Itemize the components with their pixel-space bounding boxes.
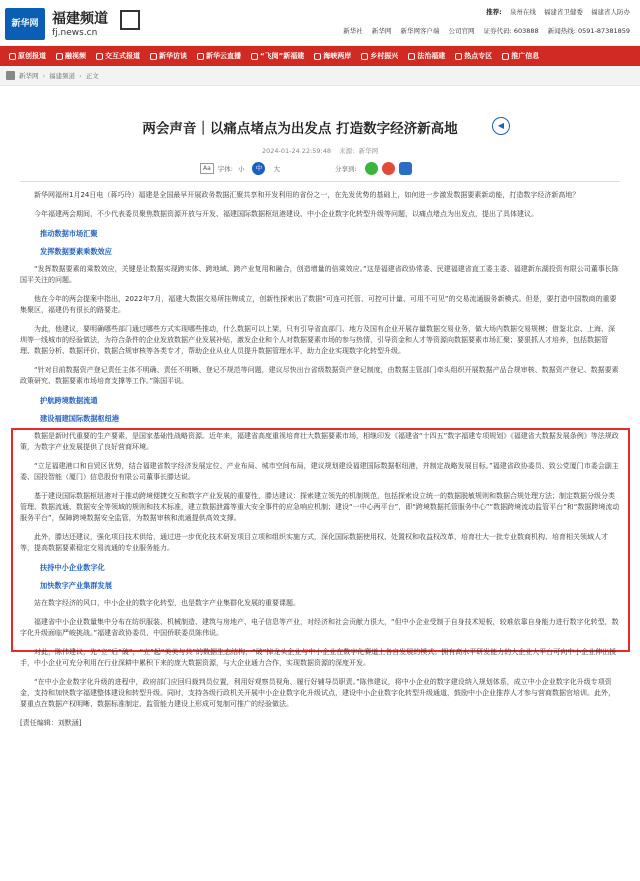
nav-item[interactable]: 热点专区 (450, 46, 497, 66)
site-header (0, 0, 640, 46)
article-paragraph: “在中小企业数字化升级的进程中，政府部门应回归裁判员位置，利用好观察员视角、履行好辅导员职责。”陈伟建议，将中小企业的数字建设纳入规划体系，成立中小企业数字化升级专项资金，支持和加快数字福建整体建设和转型升级。同时，支持各级行政机关开展中小企业数字化升级试点，建设中小企业数字化转型升级通道，鼓励中小企业推荐人才参与营商数据官培训。此外，要重点在数据产权明晰、数据标准制定、监管能力建设上形成可复制可推广的经验做法。 (20, 678, 615, 708)
site-title[interactable]: 福建频道 (52, 11, 108, 27)
nav-item[interactable]: 新华云直播 (192, 46, 246, 66)
article-paragraph: “发挥数据要素的乘数效应，关键是让数据实现跨实体、跨地域、跨产业复用和融合，创造增量的倍乘效应。”这是福建省政协常委、民建福建省直工委主委、福建新东湖投资有限公司董事长陈国平关注的问题。 (20, 265, 619, 284)
nav-item[interactable]: 原创报道 (4, 46, 51, 66)
section-heading: 扶持中小企业数字化 (40, 563, 105, 572)
recommend-link[interactable]: 泉州在线 (509, 8, 536, 16)
nav-item[interactable]: 乡村振兴 (356, 46, 403, 66)
channel-nav (0, 46, 640, 66)
quick-link[interactable]: 新华网 (371, 27, 392, 35)
nav-item-icon (314, 53, 321, 60)
font-size-medium[interactable]: 中 (252, 162, 265, 175)
title-divider (20, 181, 620, 182)
nav-item-icon (502, 53, 509, 60)
editor-credit: [责任编辑：刘默涵] (20, 719, 82, 727)
breadcrumb-separator: › (79, 71, 82, 80)
recommend-link[interactable]: 福建省卫健委 (543, 8, 583, 16)
article-paragraph: 福建省中小企业数量集中分布在纺织服装、机械制造、建筑与房地产、电子信息等产业，对经济和社会贡献力很大，“但中小企业受制于自身技术短板，较难依靠自身能力进行数字化转型，数字化升级面临严峻挑战。”福建省政协委员、中国侨联委员陈伟说。 (20, 618, 619, 637)
nav-item-icon (361, 53, 368, 60)
font-size-large[interactable]: 大 (273, 164, 280, 173)
nav-item-icon (455, 53, 462, 60)
nav-item-icon (96, 53, 103, 60)
article-paragraph: 此外，滕达还建议，强化项目技术供给，通过进一步优化技术研发项目立项和组织实施方式，深化国际数据使用权、处置权和收益权改革，培育壮大一批专业数商机构、培育相关领域人才等，提高数据要素稳定交易流通的专业服务能力。 (20, 533, 608, 552)
xinhua-logo[interactable]: 新华网 (5, 8, 45, 40)
section-heading: 推动数据市场汇聚 (40, 229, 98, 238)
nav-item[interactable]: 交互式报道 (91, 46, 145, 66)
nav-item-icon (197, 53, 204, 60)
weibo-share-icon[interactable] (382, 162, 395, 175)
audio-play-icon[interactable]: ◀ (492, 117, 510, 135)
quick-link[interactable]: 新华网客户端 (400, 27, 440, 35)
article-paragraph: 站在数字经济的风口，中小企业的数字化转型，也是数字产业集群化发展的重要课题。 (34, 599, 300, 607)
nav-item-icon (251, 53, 258, 60)
section-heading: 建设福建国际数据枢纽港 (40, 414, 120, 423)
stock-code: 证券代码: 603888 (483, 27, 539, 35)
nav-item[interactable]: 新华访谈 (145, 46, 192, 66)
nav-item-icon (9, 53, 16, 60)
nav-item[interactable]: 推广信息 (497, 46, 544, 66)
nav-item[interactable]: 法治福建 (403, 46, 450, 66)
breadcrumb-link[interactable]: 福建频道 (49, 72, 76, 80)
nav-item[interactable]: 融视频 (51, 46, 91, 66)
article-paragraph: “立足福建港口和自贸区优势，结合福建省数字经济发展定位、产业布局、城市空间布局，建议规划建设福建国际数据枢纽港，并制定战略发展目标。”福建省政协委员、致公党厦门市委会副主委、国投智能（厦门）信息股份有限公司董事长滕达说。 (20, 462, 619, 481)
article-paragraph: 基于建设国际数据枢纽港对于推动跨境便捷交互和数字产业发展的重要性，滕达建议：探索建立领先的机制规范，包括探索设立统一的数据脱敏规则和数据合规处理方法；制定数据分级分类管理、数据流通、数据安全等领域的规则和技术标准，建立数据泄露等重大安全事件的应急响应机制；建设“一中心两平台”，即“跨境数据托管服务中心”“数据跨境流动监管平台”和“数据跨境流动服务平台”，保障跨境数据安全监管，为数据审核和流通提供高效支撑。 (20, 492, 620, 522)
article-meta (0, 146, 640, 155)
recommend-label: 推荐: (486, 8, 502, 16)
nav-item-icon (56, 53, 63, 60)
breadcrumb-separator: › (42, 71, 46, 80)
quick-link[interactable]: 公司官网 (448, 27, 475, 35)
site-url: fj.news.cn (52, 28, 98, 38)
news-hotline: 新闻热线: 0591-87381859 (547, 27, 630, 35)
article-paragraph: “针对目前数据资产登记责任主体不明确、责任不明晰、登记不规范等问题，建议尽快出台省级数据资产登记制度，由数据主管部门牵头组织开展数据产品合规审核、数据资产登记、数据要素政策研究、数据要素市场培育支撑等工作。”陈国平说。 (20, 366, 619, 385)
font-size-label: 字体: (217, 164, 233, 173)
article-date: 2024-01-24 22:59:48 (261, 147, 331, 155)
share-label: 分享到: (334, 164, 357, 173)
breadcrumb-current: 正文 (85, 72, 99, 80)
article-paragraph: 对此，陈伟建议，先“立”后“破”，“立”起“美美与共”的数据生态结构，“破”掉龙头企业与中小企业在数字化赛道上各自发展的模式。拥有高水平研发能力的大企业大平台可向中小企业伸出援手，中小企业可充分利用在行业深耕中累积下来的庞大数据资源，与大企业通力合作，实现数据资源的深度开发。 (20, 648, 617, 667)
article-source: 来源：新华网 (339, 147, 379, 155)
font-size-small[interactable]: 小 (237, 164, 245, 173)
quick-links (336, 26, 630, 35)
article-paragraph: 为此，他建议，要明确哪些部门通过哪些方式实现哪些推动，什么数据可以上架，只有引导省直部门、地方及国有企业开展存量数据交易业务，做大场内数据交易规模；借鉴北京、上海、深圳等一线城市的经验做法，为符合条件的企业发放数据产业发展补贴，激发企业和个人对数据要素市场的参与热情，引导资金和人才等资源向数据要素市场汇聚；要狠抓人才培养，包括数据管理、数据分析、数据评价、数据合规审核等各类专才，帮助企业从业人员提升数据管理水平，助力企业实现数字化转型升级。 (20, 325, 615, 355)
recommend-links (486, 7, 630, 16)
nav-item-icon (408, 53, 415, 60)
recommend-link[interactable]: 福建省人防办 (591, 8, 630, 16)
home-icon[interactable] (6, 71, 15, 80)
nav-item[interactable]: “飞阅”新福建 (246, 46, 309, 66)
article-paragraph: 他在今年的两会提案中指出，2022年7月，福建大数据交易所挂牌成立，创新性探索出了数据“可连可托管、可控可计量、可用不可见”的交易流通服务新模式。但是，要打造中国数商的重要集聚区，福建仍有很长的路要走。 (20, 295, 617, 314)
qr-code-icon (120, 10, 140, 30)
article-paragraph: 今年福建两会期间，不少代表委员聚焦数据资源开放与开发、福建国际数据枢纽港建设、中小企业数字化转型升级等问题，以痛点堵点为出发点，提出了具体建议。 (34, 210, 538, 218)
breadcrumb (0, 66, 640, 86)
nav-item-icon (150, 53, 157, 60)
article-paragraph: 数据是新时代重要的生产要素，是国家基础性战略资源。近年来，福建省高度重视培育壮大数据要素市场，相继印发《福建省“十四五”数字福建专项规划》《福建省大数据发展条例》等法规政策，为数字产业发展提供了良好营商环境。 (20, 432, 619, 451)
breadcrumb-link[interactable]: 新华网 (19, 72, 39, 80)
article-body (20, 190, 620, 728)
section-heading: 护航跨境数据流通 (40, 396, 98, 405)
section-heading: 发挥数据要素乘数效应 (40, 247, 112, 256)
section-heading: 加快数字产业集群发展 (40, 581, 112, 590)
nav-item[interactable]: 海峡两岸 (309, 46, 356, 66)
quick-link[interactable]: 新华社 (343, 27, 363, 35)
article-title: 两会声音｜以痛点堵点为出发点 打造数字经济新高地 (142, 121, 458, 137)
article-tools (200, 161, 412, 175)
wechat-share-icon[interactable] (365, 162, 378, 175)
font-size-icon: Aa (200, 163, 214, 174)
article-paragraph: 新华网福州1月24日电（蒋巧玲）福建是全国最早开展政务数据汇聚共享和开发利用的省份之一，在先发优势的基础上，如何进一步激发数据要素新动能，打造数字经济新高地？ (34, 191, 580, 199)
qzone-share-icon[interactable] (399, 162, 412, 175)
